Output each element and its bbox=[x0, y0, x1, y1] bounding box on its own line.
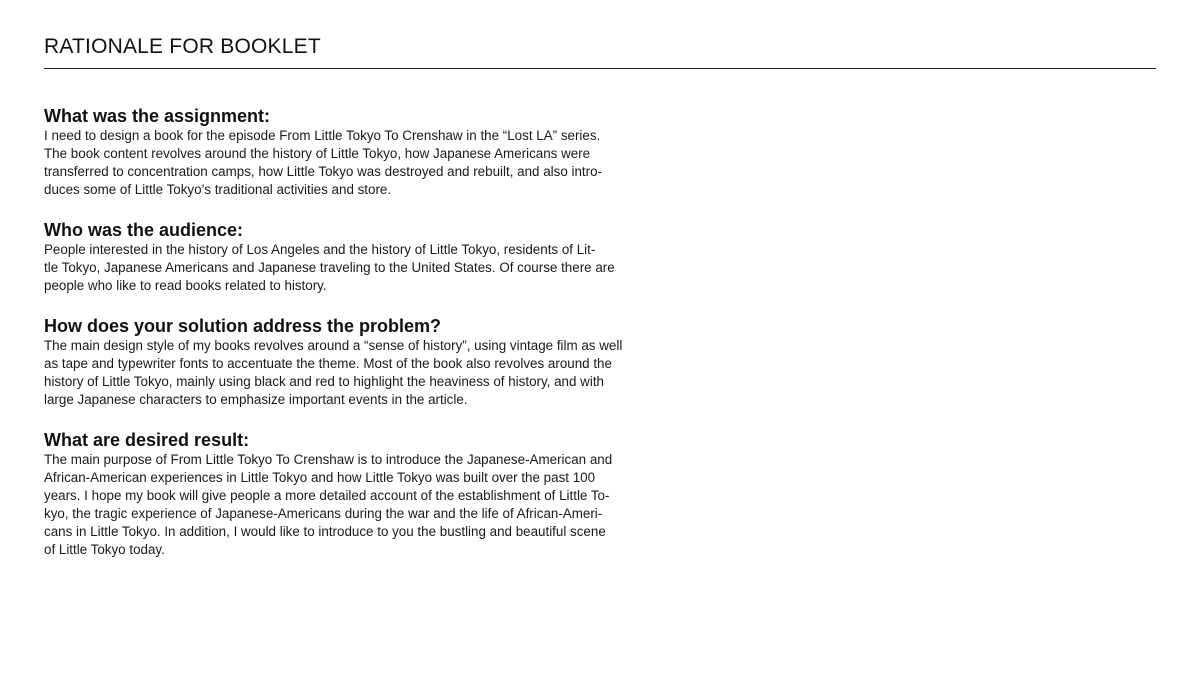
section-body: People interested in the history of Los Angeles and the history of Little Tokyo, residents of Lit- tle Tokyo, Japanese Americans and Japanese traveling to the United States. Of course there are people who like to read books related to history. bbox=[44, 242, 615, 293]
section-desired-result bbox=[44, 429, 644, 559]
section-heading: What was the assignment: bbox=[44, 106, 271, 126]
page-header bbox=[44, 33, 1156, 60]
title-divider bbox=[44, 68, 1156, 69]
section-body: The main purpose of From Little Tokyo To Crenshaw is to introduce the Japanese-American and African-American experiences in Little Tokyo and how Little Tokyo was built over the past 100 years. I hope my book will give people a more detailed account of the establishment of Little To- kyo, the tragic experience of Japanese-Americans during the war and the life of African-Ameri- cans in Little Tokyo. In addition, I would like to introduce to you the bustling and beautiful scene of Little Tokyo today. bbox=[44, 452, 613, 557]
section-heading: How does your solution address the problem? bbox=[44, 316, 442, 336]
section-heading: Who was the audience: bbox=[44, 220, 244, 240]
section-body: The main design style of my books revolves around a “sense of history”, using vintage film as well as tape and typewriter fonts to accentuate the theme. Most of the book also revolves around the history of Little Tokyo, mainly using black and red to highlight the heaviness of history, and with large Japanese characters to emphasize important events in the article. bbox=[44, 338, 623, 407]
page-title: RATIONALE FOR BOOKLET bbox=[44, 35, 321, 58]
rationale-content bbox=[44, 105, 644, 579]
section-heading: What are desired result: bbox=[44, 430, 250, 450]
section-audience bbox=[44, 219, 644, 295]
section-assignment bbox=[44, 105, 644, 199]
section-solution bbox=[44, 315, 644, 409]
section-body: I need to design a book for the episode From Little Tokyo To Crenshaw in the “Lost LA” series. The book content revolves around the history of Little Tokyo, how Japanese Americans were transferred to concentration camps, how Little Tokyo was destroyed and rebuilt, and also intro- duces some of Little Tokyo’s traditional activities and store. bbox=[44, 128, 602, 197]
